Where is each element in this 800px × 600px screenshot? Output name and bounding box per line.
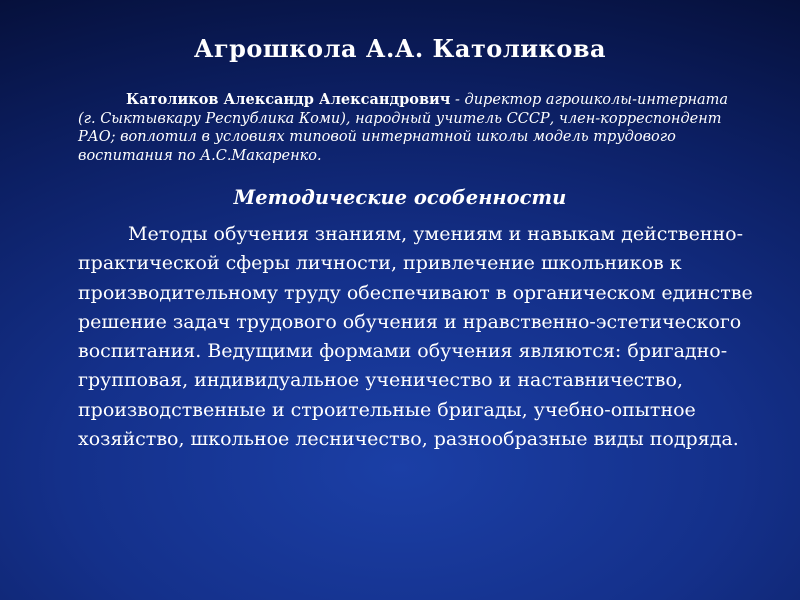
body-paragraph: Методы обучения знаниям, умениям и навыкам действенно-практической сферы личности, привлечение школьников к производительному труду обеспечивают в органическом единстве решение задач трудового обучения и нравственно-эстетического воспитания. Ведущими формами обучения являются: бригадно-групповая, индивидуальное ученичество и наставничество, производственные и строительные бригады, учебно-опытное хозяйство, школьное лесничество, разнообразные виды подряда. <box>78 223 753 451</box>
bio-description: - директор агрошколы-интерната (г. Сыктывкару Республика Коми), народный учитель СССР, член-корреспондент РАО; воплотил в условиях типовой интернатной школы модель трудового воспитания по А.С.Макаренко. <box>78 92 729 164</box>
slide-title: Агрошкола А.А. Католикова <box>193 34 607 63</box>
bio-name: Католиков Александр Александрович <box>126 91 451 108</box>
section-subtitle: Методические особенности <box>233 186 567 209</box>
bio-paragraph <box>78 91 748 165</box>
